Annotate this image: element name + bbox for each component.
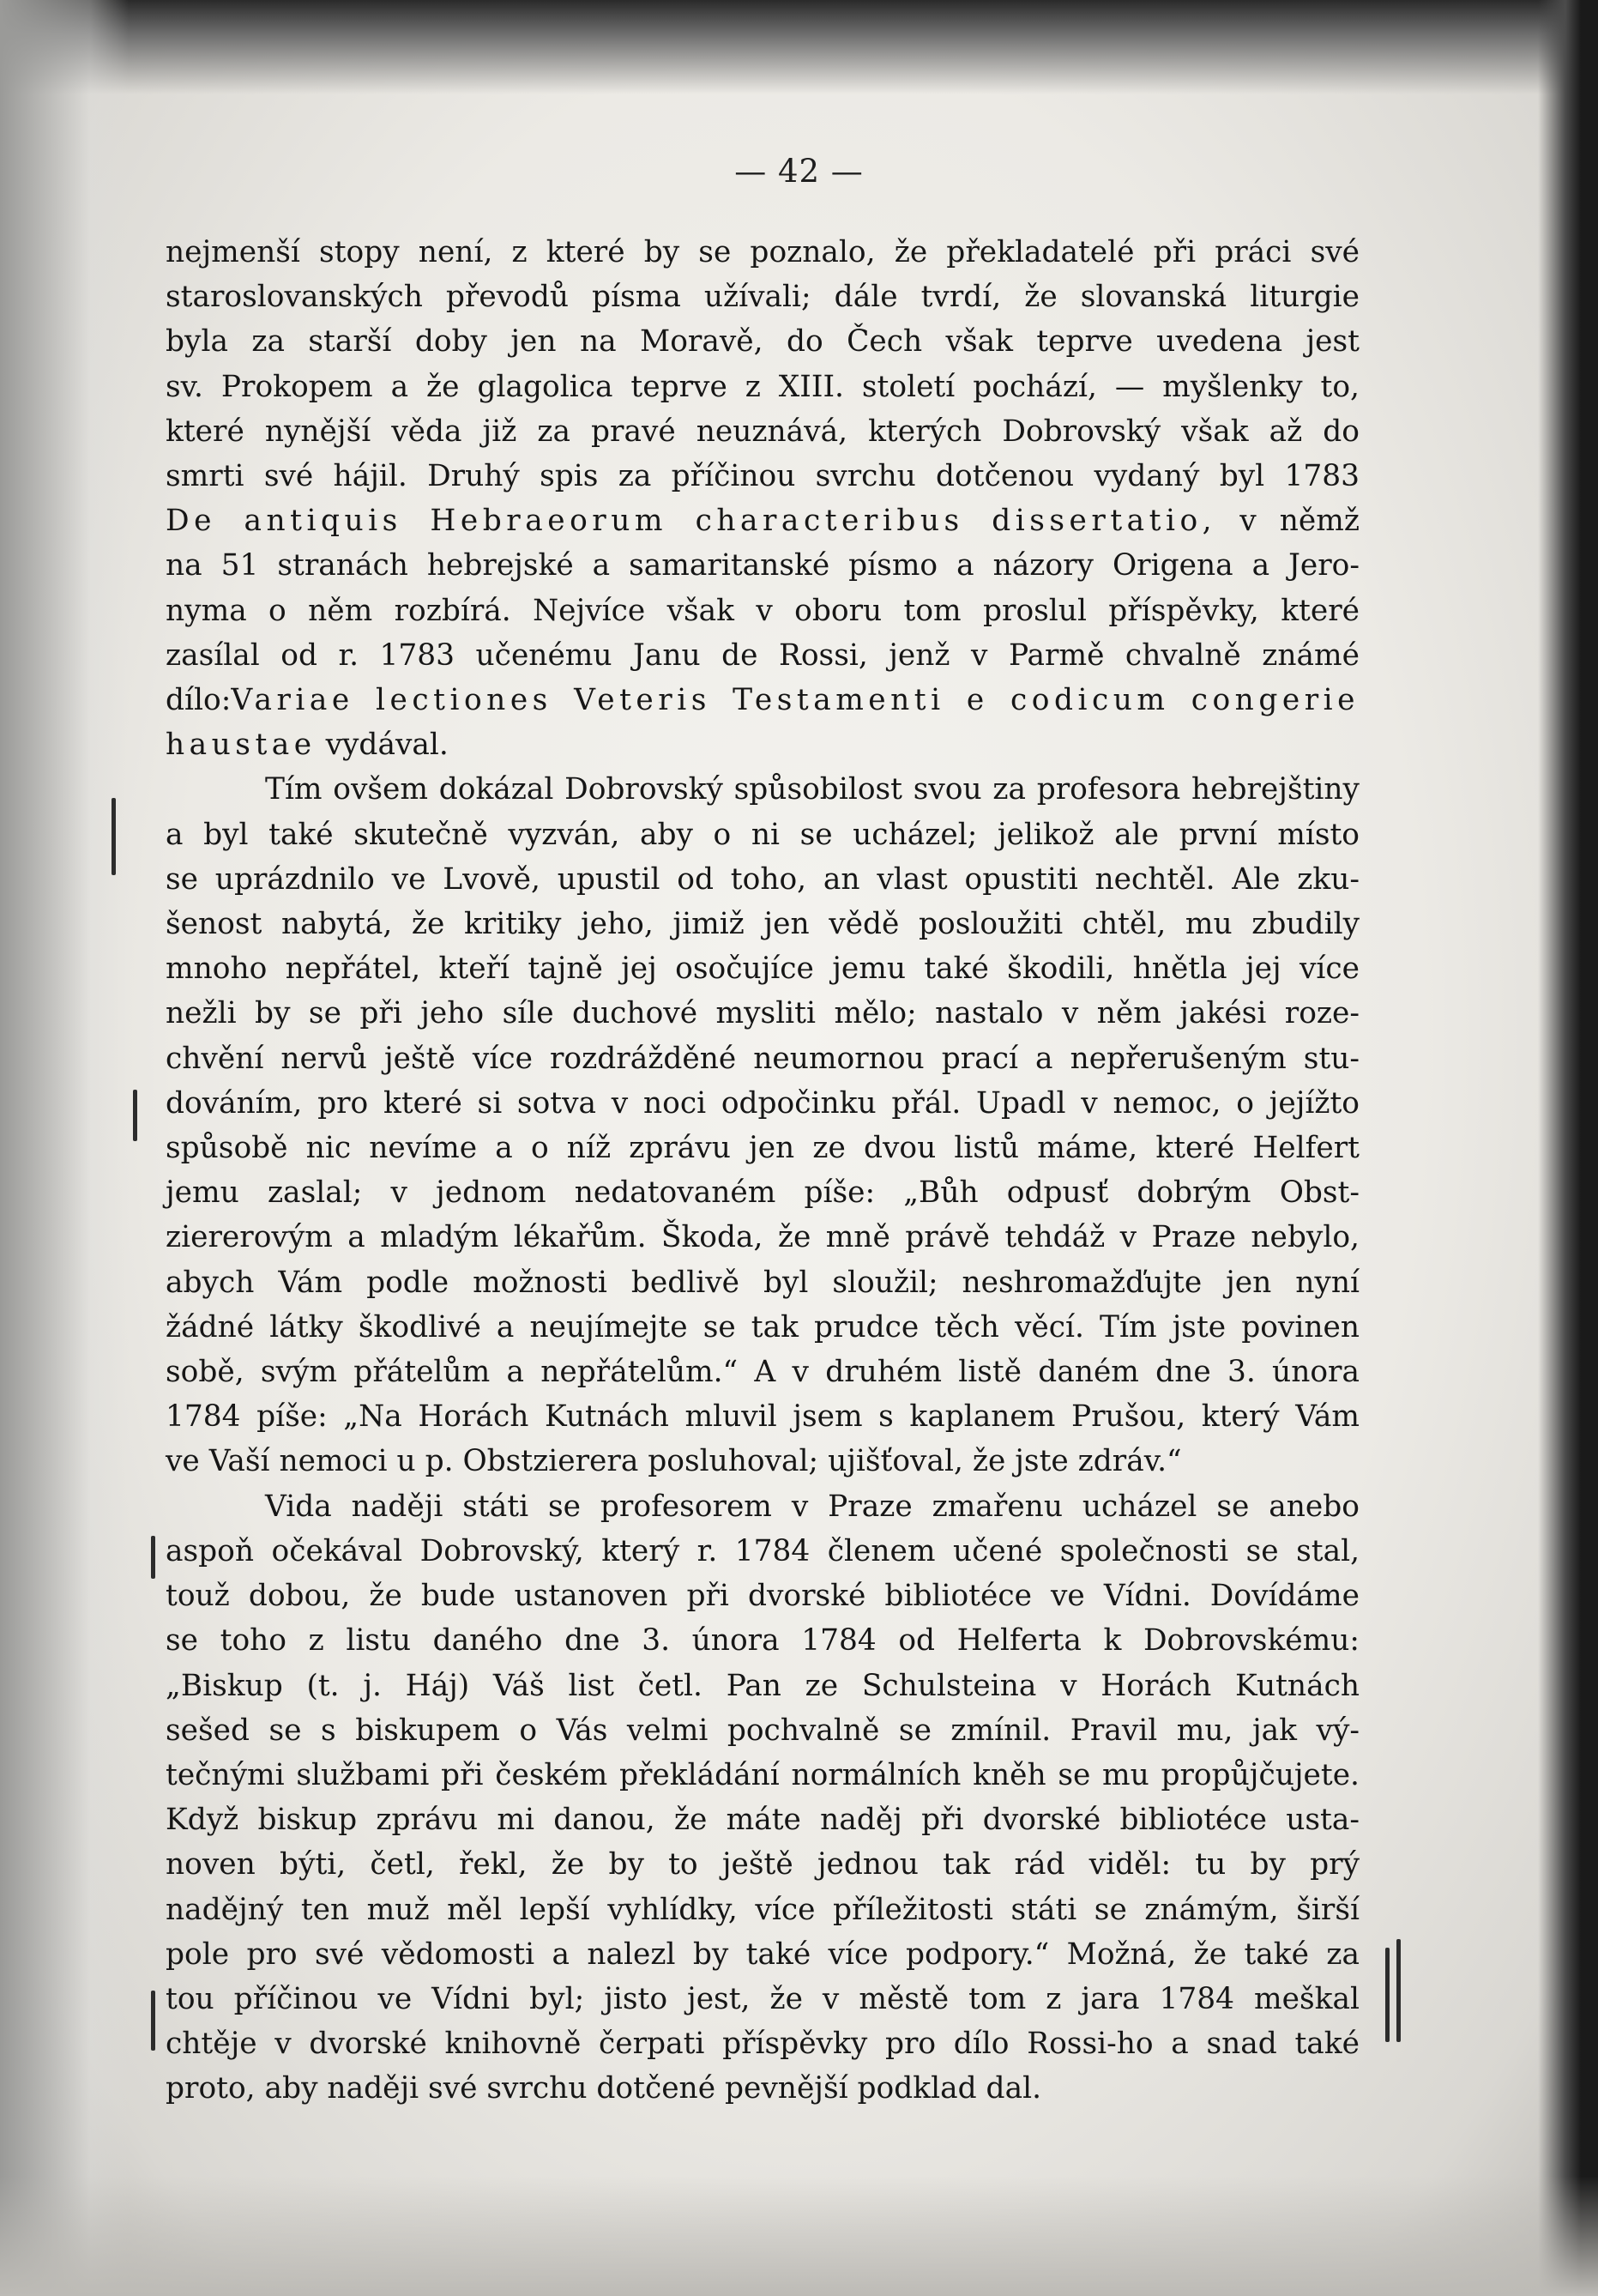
text-line <box>166 1081 1360 1126</box>
margin-mark <box>151 1991 155 2051</box>
line-text: se toho z listu daného dne 3. února 1784 od Helferta k Dobrovskému: <box>166 1623 1360 1659</box>
text-line <box>166 543 1360 588</box>
spaced-latin-title: Variae lectiones Veteris Testamenti e codicum congerie <box>231 683 1360 718</box>
line-text: abych Vám podle možnosti bedlivě byl sloužil; neshromažďujte jen nyní <box>166 1265 1360 1300</box>
text-line <box>166 1439 1360 1483</box>
scan-shadow-left <box>0 0 129 2296</box>
text-line <box>166 1484 1360 1529</box>
line-text: sv. Prokopem a že glagolica teprve z XIII. století pochází, — myšlenky to, <box>166 369 1360 404</box>
text-line <box>166 633 1360 678</box>
text-line <box>166 1932 1360 1977</box>
line-text: žádné látky škodlivé a neujímejte se tak prudce těch věcí. Tím jste povinen <box>166 1309 1360 1344</box>
text-line <box>166 230 1360 275</box>
text-line <box>166 1305 1360 1350</box>
line-text: sobě, svým přátelům a nepřátelům.“ A v druhém listě daném dne 3. února <box>166 1355 1360 1390</box>
text-line <box>166 678 1360 722</box>
line-text: šenost nabytá, že kritiky jeho, jimiž jen vědě posloužiti chtěl, mu zbudily <box>166 907 1360 942</box>
text-line <box>166 498 1360 543</box>
line-text: Vida naději státi se profesorem v Praze zmařenu ucházel se anebo <box>265 1489 1360 1524</box>
line-text: aspoň očekával Dobrovský, který r. 1784 členem učené společnosti se stal, <box>166 1533 1360 1568</box>
line-text: jemu zaslal; v jednom nedatovaném píše: „Bůh odpusť dobrým Obst- <box>166 1175 1360 1211</box>
line-text: v němž <box>1216 504 1360 539</box>
line-text: nyma o něm rozbírá. Nejvíce však v oboru tom proslul příspěvky, které <box>166 593 1360 628</box>
line-text: 1784 píše: „Na Horách Kutnách mluvil jsem s kaplanem Prušou, který Vám <box>166 1399 1360 1435</box>
line-text: spůsobě nic nevíme a o níž zprávu jen ze dvou listů máme, které Helfert <box>166 1131 1360 1166</box>
text-line <box>166 1574 1360 1618</box>
text-line <box>166 365 1360 409</box>
text-line <box>166 1126 1360 1170</box>
text-line <box>166 1618 1360 1663</box>
line-text: sešed se s biskupem o Vás velmi pochvalně se zmínil. Pravil mu, jak vý- <box>166 1713 1360 1748</box>
scan-shadow-top <box>0 0 1598 94</box>
page-number: — 42 — <box>734 153 864 190</box>
line-text: se uprázdnilo ve Lvově, upustil od toho, an vlast opustiti nechtěl. Ale zku- <box>166 861 1360 897</box>
line-text: nadějný ten muž měl lepší vyhlídky, více příležitosti státi se známým, širší <box>166 1892 1360 1927</box>
text-line <box>166 991 1360 1036</box>
line-text: na 51 stranách hebrejské a samaritanské písmo a názory Origena a Jero- <box>166 548 1360 583</box>
text-line <box>166 1170 1360 1215</box>
margin-mark <box>1396 1939 1401 2042</box>
scan-edge-right <box>1538 0 1598 2296</box>
text-line <box>166 2066 1360 2111</box>
text-line <box>166 454 1360 498</box>
line-text: touž dobou, že bude ustanoven při dvorské bibliotéce ve Vídni. Dovídáme <box>166 1579 1360 1614</box>
line-text: proto, aby naději své svrchu dotčené pevnější podklad dal. <box>166 2071 1042 2106</box>
line-text: ve Vaší nemoci u p. Obstzierera posluhoval; ujišťoval, že jste zdráv.“ <box>166 1444 1182 1479</box>
text-line <box>166 1529 1360 1574</box>
text-line <box>166 319 1360 364</box>
line-text: Tím ovšem dokázal Dobrovský spůsobilost svou za profesora hebrejštiny <box>265 772 1360 807</box>
text-line <box>166 409 1360 454</box>
line-text: nejmenší stopy není, z které by se poznalo, že překladatelé při práci své <box>166 235 1360 269</box>
text-line <box>166 1977 1360 2021</box>
text-line <box>166 275 1360 319</box>
text-line <box>166 1842 1360 1887</box>
margin-mark <box>1385 1948 1390 2042</box>
line-text: pole pro své vědomosti a nalezl by také více podpory.“ Možná, že také za <box>166 1936 1360 1972</box>
text-line <box>166 1260 1360 1305</box>
text-line <box>166 1798 1360 1842</box>
text-line <box>166 767 1360 812</box>
text-line <box>166 722 1360 767</box>
text-line <box>166 589 1360 633</box>
text-line <box>166 813 1360 857</box>
margin-mark <box>133 1090 137 1141</box>
line-text: a byl také skutečně vyzván, aby o ni se ucházel; jelikož ale první místo <box>166 817 1360 852</box>
line-text: zasílal od r. 1783 učenému Janu de Rossi, jenž v Parmě chvalně známé <box>166 637 1360 673</box>
text-line <box>166 1394 1360 1439</box>
text-line <box>166 1708 1360 1753</box>
line-text: tou příčinou ve Vídni byl; jisto jest, že v městě tom z jara 1784 meškal <box>166 1981 1360 2016</box>
line-text: dováním, pro které si sotva v noci odpočinku přál. Upadl v nemoc, o jejížto <box>166 1085 1360 1121</box>
line-text: noven býti, četl, řekl, že by to ještě jednou tak rád viděl: tu by prý <box>166 1847 1360 1882</box>
line-text: dílo: <box>166 683 232 718</box>
spaced-latin-title: De antiquis Hebraeorum characteribus dissertatio, <box>166 504 1217 539</box>
line-text: vydával. <box>316 728 449 763</box>
margin-mark <box>151 1536 155 1579</box>
line-text: „Biskup (t. j. Háj) Váš list četl. Pan ze Schulsteina v Horách Kutnách <box>166 1668 1360 1703</box>
text-line <box>166 1036 1360 1081</box>
text-line <box>166 902 1360 946</box>
text-line <box>166 2021 1360 2066</box>
text-line <box>166 857 1360 902</box>
line-text: mnoho nepřátel, kteří tajně jej osočujíce jemu také škodili, hnětla jej více <box>166 952 1360 987</box>
text-line <box>166 1350 1360 1394</box>
margin-mark <box>112 798 116 875</box>
line-text: smrti své hájil. Druhý spis za příčinou svrchu dotčenou vydaný byl 1783 <box>166 459 1360 494</box>
text-line <box>166 1888 1360 1932</box>
line-text: nežli by se při jeho síle duchové mysliti mělo; nastalo v něm jakési roze- <box>166 996 1360 1031</box>
scan-shadow-bottom <box>0 2176 1598 2296</box>
line-text: tečnými službami při českém překládání normálních kněh se mu propůjčujete. <box>166 1757 1360 1792</box>
line-text: které nynější věda již za pravé neuznává, kterých Dobrovský však až do <box>166 414 1360 449</box>
line-text: ziererovým a mladým lékařům. Škoda, že mně právě tehdáž v Praze nebylo, <box>166 1220 1360 1255</box>
line-text: Když biskup zprávu mi danou, že máte naděj při dvorské bibliotéce usta- <box>166 1803 1360 1838</box>
line-text: chvění nervů ještě více rozdrážděné neumornou prací a nepřerušeným stu- <box>166 1041 1360 1076</box>
text-line <box>166 946 1360 991</box>
line-text: chtěje v dvorské knihovně čerpati příspěvky pro dílo Rossi-ho a snad také <box>166 2027 1360 2062</box>
text-line <box>166 1215 1360 1260</box>
body-text <box>166 230 1360 2112</box>
line-text: byla za starší doby jen na Moravě, do Čech však teprve uvedena jest <box>166 324 1360 360</box>
text-line <box>166 1664 1360 1708</box>
spaced-latin-title: haustae <box>166 728 317 763</box>
line-text: staroslovanských převodů písma užívali; dále tvrdí, že slovanská liturgie <box>166 280 1360 315</box>
text-line <box>166 1753 1360 1798</box>
